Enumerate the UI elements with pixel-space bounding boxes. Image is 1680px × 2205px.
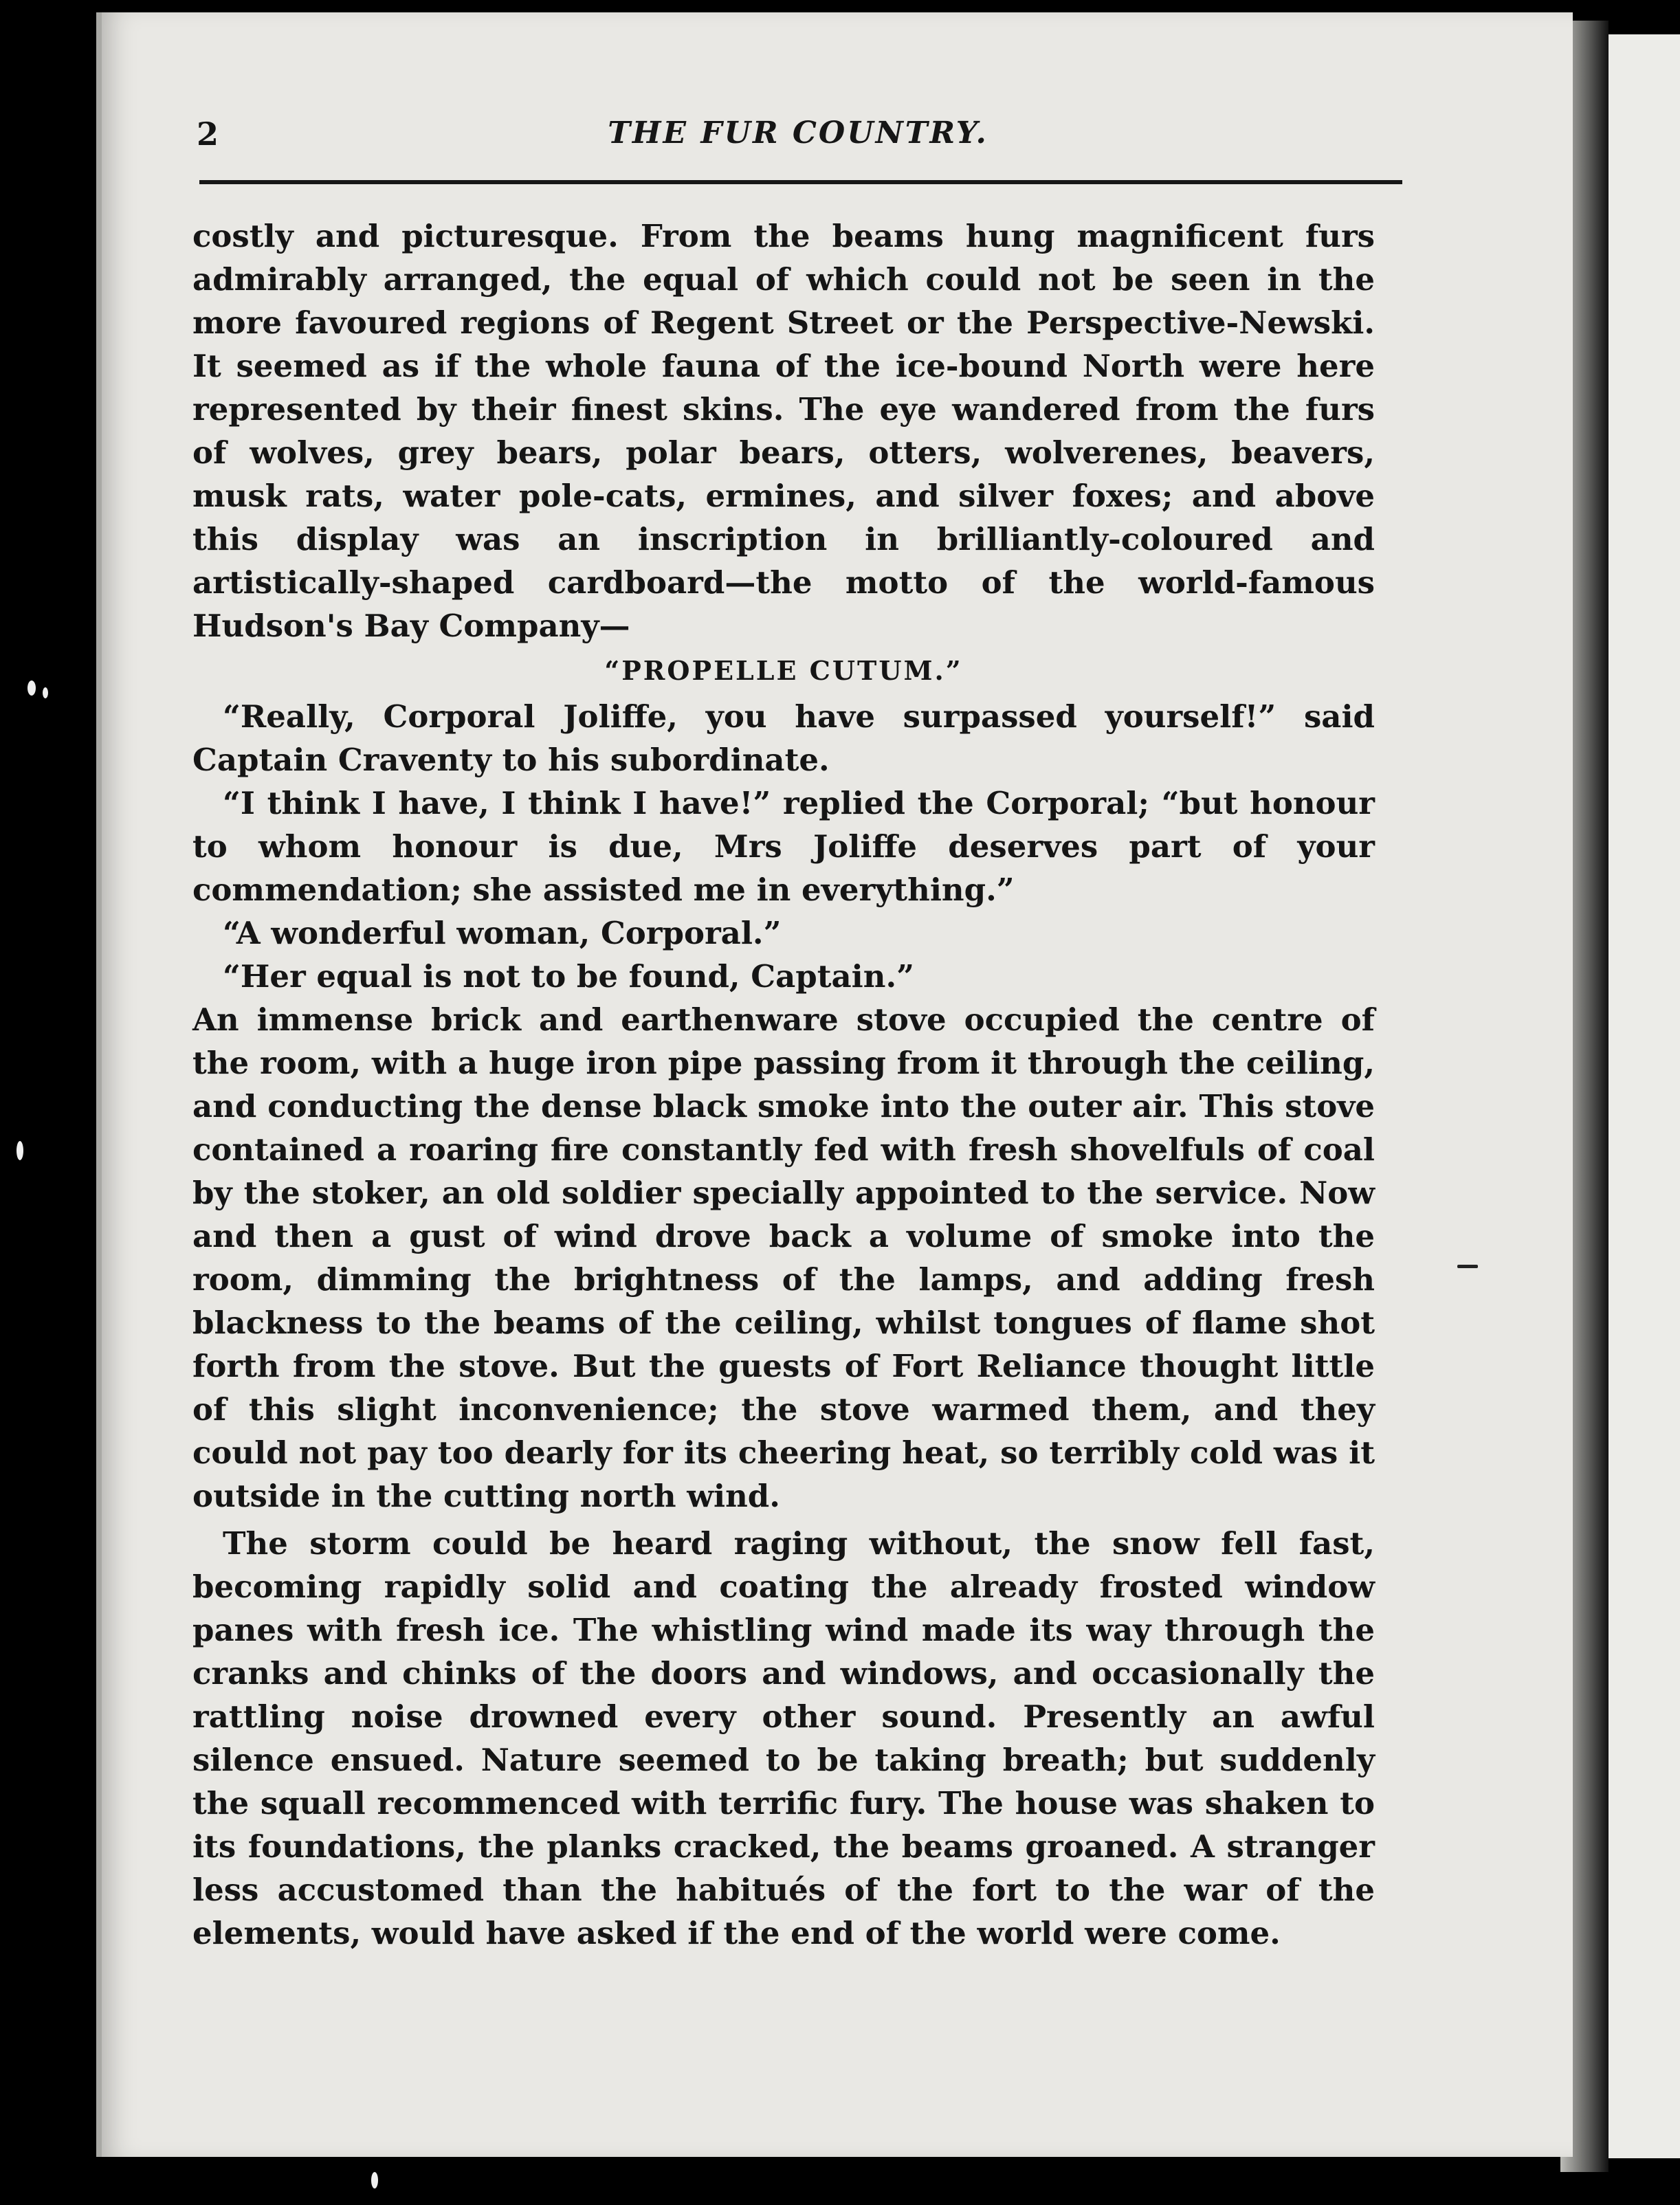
scan-speck — [371, 2172, 378, 2189]
paragraph: costly and picturesque. From the beams hung magnificent furs admirably arranged, the equal of which could not be seen in the more favoured regions of Regent Street or the Perspective-Newski. It seemed as if the whole fauna of the ice-bound North were here represented by their finest skins. The eye wandered from the furs of wolves, grey bears, polar bears, otters, wolverenes, beavers, musk rats, water pole-cats, ermines, and silver foxes; and above this display was an inscription in brilliantly-coloured and artistically-shaped cardboard—the motto of the world-famous Hudson's Bay Company— — [192, 218, 1375, 644]
paragraph: “I think I have, I think I have!” replied the Corporal; “but honour to whom honour is due, Mrs Joliffe deserves part of your commendation; she assisted me in everything.” — [192, 785, 1375, 908]
paragraph: The storm could be heard raging without, the snow fell fast, becoming rapidly solid and coating the already frosted window panes with fresh ice. The whistling wind made its way through the cranks and chinks of the doors and windows, and occasionally the rattling noise drowned every other sound. Presently an awful silence ensued. Nature seemed to be taking breath; but suddenly the squall recommenced with terrific fury. The house was shaken to its foundations, the planks cracked, the beams groaned. A stranger less accustomed than the habitués of the fort to the war of the elements, would have asked if the end of the world were come. — [192, 1525, 1375, 1951]
scan-speck — [27, 680, 36, 696]
paragraph: “A wonderful woman, Corporal.” — [223, 915, 782, 951]
adjacent-page-edge — [1609, 34, 1680, 2158]
paragraph: “Her equal is not to be found, Captain.” — [223, 958, 914, 995]
page-header — [197, 115, 1400, 164]
scan-speck — [16, 1141, 23, 1160]
page-number: 2 — [197, 115, 219, 153]
body-text — [192, 214, 1375, 1955]
motto: “PROPELLE CUTUM.” — [604, 655, 963, 686]
scan-speck — [1457, 1265, 1478, 1268]
scan-speck — [43, 687, 48, 698]
paragraph: “Really, Corporal Joliffe, you have surpassed yourself!” said Captain Craventy to his subordinate. — [192, 698, 1375, 778]
paragraph: An immense brick and earthenware stove occupied the centre of the room, with a huge iron pipe passing from it through the ceiling, and conducting the dense black smoke into the outer air. This stove contained a roaring fire constantly fed with fresh shovelfuls of coal by the stoker, an old soldier specially appointed to the service. Now and then a gust of wind drove back a volume of smoke into the room, dimming the brightness of the lamps, and adding fresh blackness to the beams of the ceiling, whilst tongues of flame shot forth from the stove. But the guests of Fort Reliance thought little of this slight inconvenience; the stove warmed them, and they could not pay too dearly for its cheering heat, so terribly cold was it outside in the cutting north wind. — [192, 1001, 1375, 1514]
running-head: THE FUR COUNTRY. — [608, 115, 988, 151]
header-rule — [199, 180, 1402, 184]
